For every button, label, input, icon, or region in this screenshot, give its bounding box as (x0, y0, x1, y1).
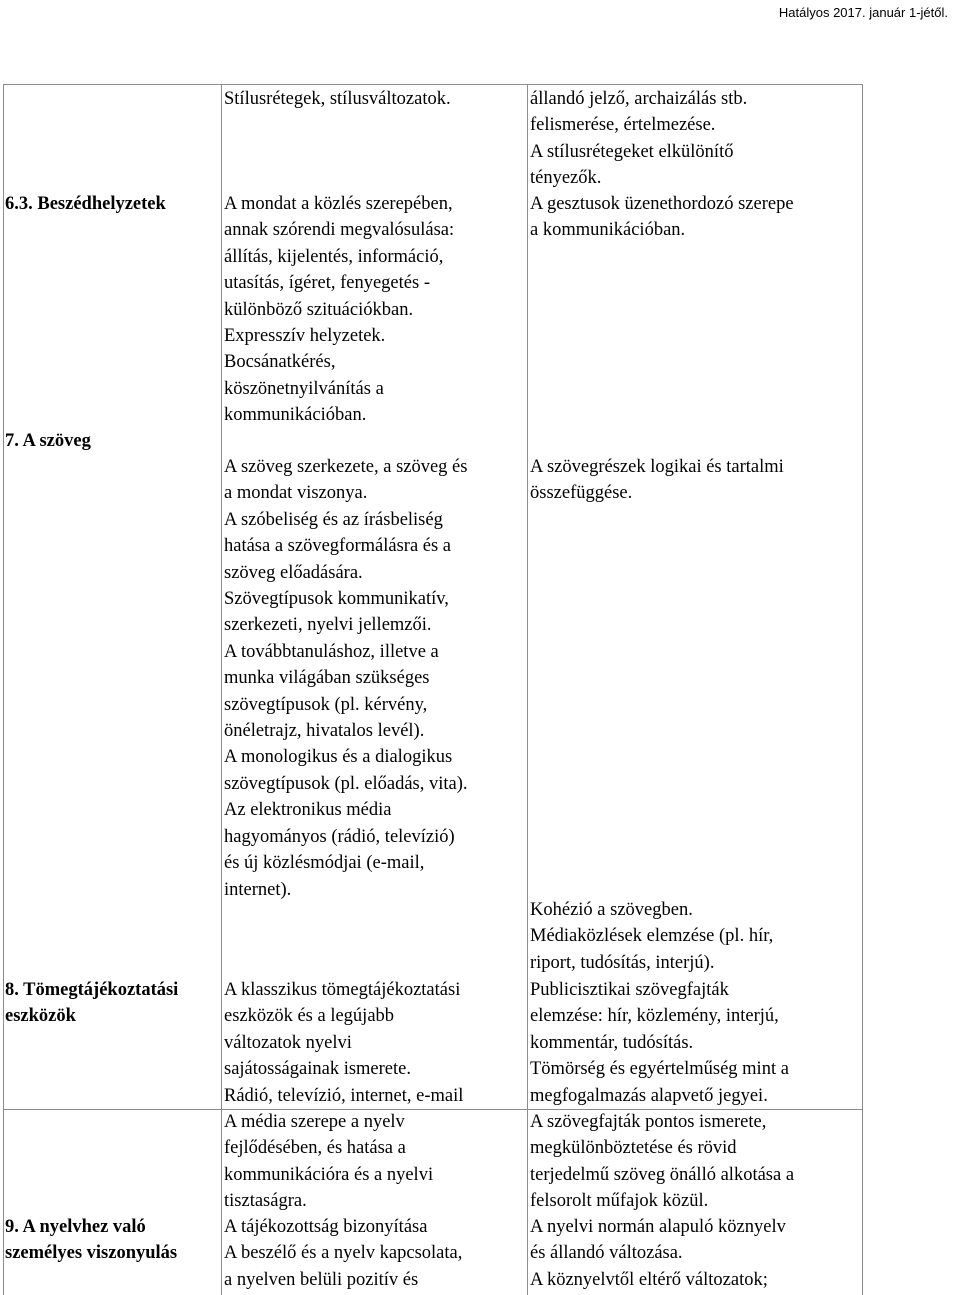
text-line: A köznyelvtől eltérő változatok; (530, 1269, 768, 1290)
text-line: a nyelven belüli pozitív és (224, 1269, 419, 1290)
text-line: elemzése: hír, közlemény, interjú, (530, 1006, 779, 1027)
text-line: Médiaközlések elemzése (pl. hír, (530, 926, 774, 947)
text-line: eszközök és a legújabb (224, 1006, 395, 1027)
text-line: A mondat a közlés szerepében, (224, 194, 453, 214)
text-line: Stílusrétegek, stílusváltozatok. (224, 89, 451, 109)
section-3-right (530, 977, 789, 1109)
text-line: állítás, kijelentés, információ, (224, 246, 444, 267)
section-5-right (530, 1214, 786, 1293)
section-5-middle (224, 1214, 462, 1293)
text-line: hatása a szövegformálásra és a (224, 536, 452, 557)
text-line: tisztaságra. (224, 1191, 307, 1212)
text-line: A továbbtanuláshoz, illetve a (224, 641, 439, 662)
text-line: felsorolt műfajok közül. (530, 1191, 709, 1212)
section-heading-tomegtajekoztatasi-eszkozok (5, 977, 178, 1030)
section-heading-beszedhelyzetek (5, 191, 166, 217)
text-line: önéletrajz, hivatalos levél). (224, 721, 425, 742)
text-line: Az elektronikus média (224, 800, 392, 821)
text-line: a kommunikációban. (530, 220, 686, 241)
section-1-middle (224, 191, 454, 429)
text-line: sajátosságainak ismerete. (224, 1059, 411, 1080)
heading-line: 9. A nyelvhez való (5, 1217, 146, 1237)
text-line: Bocsánatkérés, (224, 352, 336, 373)
text-line: különböző szituációkban. (224, 299, 414, 320)
heading-line: 6.3. Beszédhelyzetek (5, 194, 166, 214)
section-4-middle (224, 1109, 433, 1215)
heading-line: 8. Tömegtájékoztatási (5, 980, 179, 1000)
table-column-divider-1 (221, 84, 222, 1295)
section-2-middle (224, 454, 468, 903)
text-line: A szöveg szerkezete, a szöveg és (224, 457, 468, 477)
text-line: tényezők. (530, 168, 602, 189)
text-line: és új közlésmódjai (e-mail, (224, 853, 425, 874)
text-line: Kohézió a szövegben. (530, 900, 693, 920)
text-line: szövegtípusok (pl. előadás, vita). (224, 773, 468, 794)
section-heading-a-szoveg (5, 428, 91, 454)
text-line: annak szórendi megvalósulása: (224, 220, 455, 241)
text-line: A stílusrétegeket elkülönítő (530, 141, 734, 162)
text-line: kommunikációban. (224, 405, 367, 426)
table-border-top (3, 84, 863, 85)
text-line: A nyelvi normán alapuló köznyelv (530, 1217, 786, 1237)
text-line: megfogalmazás alapvető jegyei. (530, 1085, 768, 1106)
text-line: felismerése, értelmezése. (530, 115, 716, 136)
section-2-right-top (530, 454, 784, 507)
text-line: Szövegtípusok kommunikatív, (224, 589, 449, 610)
section-2-right-bottom (530, 897, 773, 976)
text-line: terjedelmű szöveg önálló alkotása a (530, 1164, 795, 1185)
text-line: szerkezeti, nyelvi jellemzői. (224, 615, 432, 636)
text-line: a mondat viszonya. (224, 483, 368, 504)
text-line: változatok nyelvi (224, 1032, 352, 1053)
text-line: A beszélő és a nyelv kapcsolata, (224, 1243, 463, 1264)
text-line: Publicisztikai szövegfajták (530, 980, 729, 1000)
heading-line: 7. A szöveg (5, 431, 91, 451)
text-line: szövegtípusok (pl. kérvény, (224, 694, 428, 715)
section-0-middle (224, 86, 451, 112)
text-line: A szóbeliség és az írásbeliség (224, 509, 443, 530)
text-line: Tömörség és egyértelműség mint a (530, 1059, 789, 1080)
section-4-right (530, 1109, 794, 1215)
text-line: Rádió, televízió, internet, e-mail (224, 1085, 464, 1106)
section-heading-nyelvhez-valo-viszonyulas (5, 1214, 177, 1267)
text-line: Expresszív helyzetek. (224, 326, 386, 347)
text-line: A szövegfajták pontos ismerete, (530, 1112, 767, 1132)
heading-line: eszközök (5, 1006, 76, 1027)
text-line: A tájékozottság bizonyítása (224, 1217, 428, 1237)
text-line: riport, tudósítás, interjú). (530, 952, 715, 973)
text-line: internet). (224, 879, 292, 900)
table-border-left (3, 84, 4, 1295)
text-line: megkülönböztetése és rövid (530, 1138, 737, 1159)
table-border-right (862, 84, 863, 1295)
text-line: köszönetnyilvánítás a (224, 378, 384, 399)
section-3-middle (224, 977, 463, 1109)
text-line: hagyományos (rádió, televízió) (224, 826, 455, 847)
text-line: utasítás, ígéret, fenyegetés - (224, 273, 430, 294)
text-line: fejlődésében, és hatása a (224, 1138, 406, 1159)
section-1-right (530, 191, 794, 244)
text-line: A média szerepe a nyelv (224, 1112, 405, 1132)
section-0-right (530, 86, 747, 192)
text-line: szöveg előadására. (224, 562, 363, 583)
text-line: és állandó változása. (530, 1243, 683, 1264)
heading-line: személyes viszonyulás (5, 1243, 178, 1264)
effective-date-stamp: Hatályos 2017. január 1-jétől. (778, 5, 948, 20)
text-line: kommunikációra és a nyelvi (224, 1164, 434, 1185)
table-column-divider-2 (527, 84, 528, 1295)
text-line: A szövegrészek logikai és tartalmi (530, 457, 784, 477)
text-line: összefüggése. (530, 483, 633, 504)
text-line: A klasszikus tömegtájékoztatási (224, 980, 461, 1000)
text-line: A monologikus és a dialogikus (224, 747, 453, 768)
text-line: kommentár, tudósítás. (530, 1032, 694, 1053)
text-line: állandó jelző, archaizálás stb. (530, 89, 748, 109)
text-line: A gesztusok üzenethordozó szerepe (530, 194, 794, 214)
text-line: munka világában szükséges (224, 668, 430, 689)
